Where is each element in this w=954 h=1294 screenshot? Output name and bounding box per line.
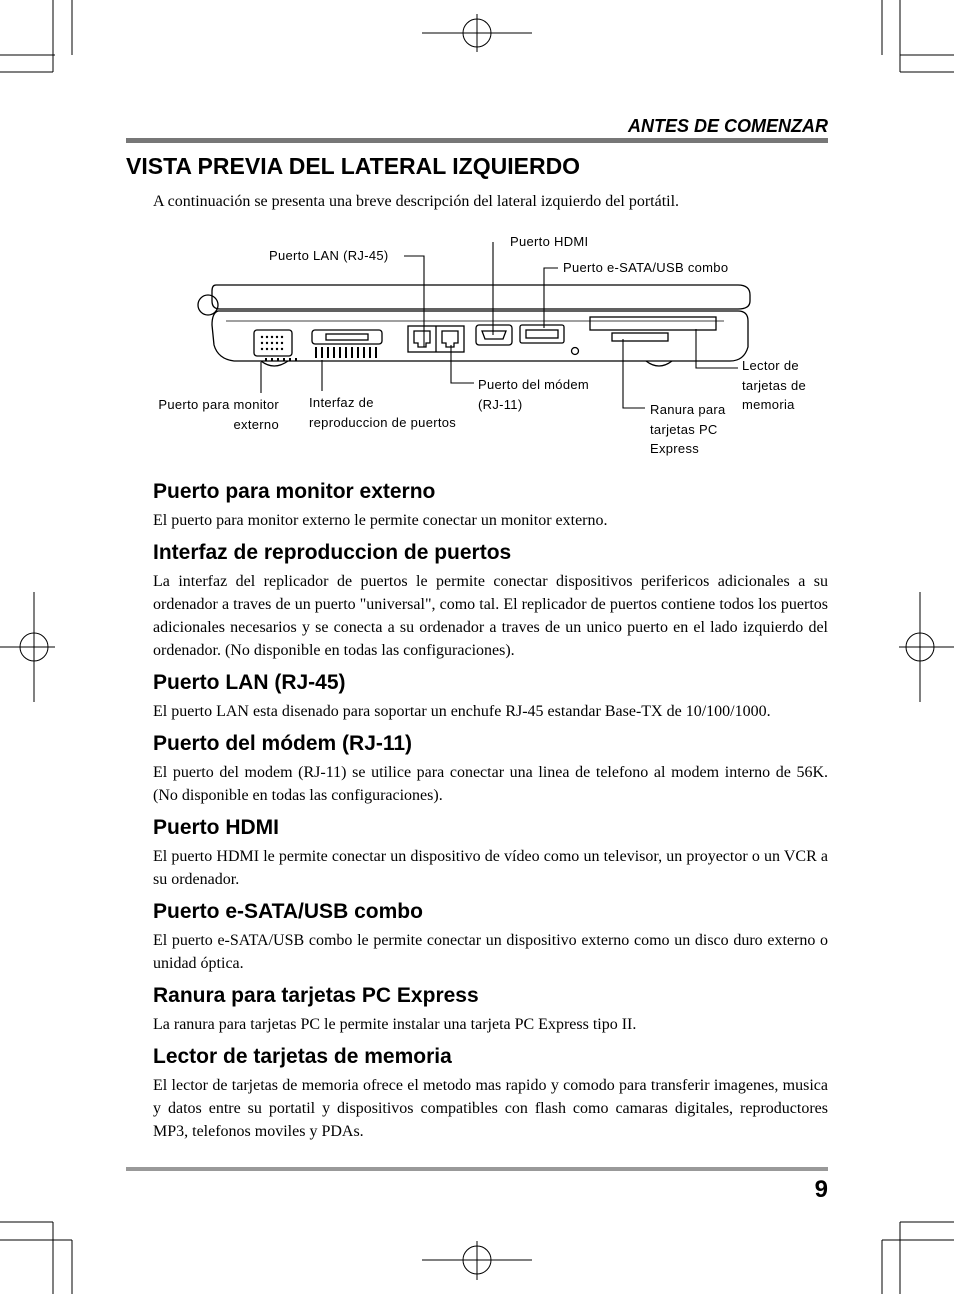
section-heading: Puerto para monitor externo [153, 480, 436, 503]
laptop-lid [212, 285, 750, 309]
bottom-divider [126, 1167, 828, 1171]
section-heading: Ranura para tarjetas PC Express [153, 984, 479, 1007]
section-heading: Puerto HDMI [153, 816, 279, 839]
label-card-reader: Lector de tarjetas de memoria [742, 358, 807, 412]
section-body: El puerto HDMI le permite conectar un dispositivo de vídeo como un televisor, un proyector o un VCR a su ordenador. [153, 848, 828, 888]
section-heading: Lector de tarjetas de memoria [153, 1045, 452, 1068]
section-body: El puerto LAN esta disenado para soportar un enchufe RJ-45 estandar Base-TX de 10/100/1000. [153, 703, 771, 720]
esata-port-graphic [520, 325, 564, 343]
intro-text: A continuación se presenta una breve descripción del lateral izquierdo del portátil. [153, 193, 680, 210]
expresscard-slot-graphic [612, 333, 668, 341]
section-body: La interfaz del replicador de puertos le permite conectar dispositivos perifericos adicionales a su ordenador a traves de un puerto "universal", como tal. El replicador de puertos contiene todos los puertos adicionales necesarios y se conecta a su ordenador a traves de un unico puerto en el lado izquierdo del ordenador. (No disponible en todas las configuraciones). [153, 573, 828, 659]
card-reader-graphic [590, 317, 716, 330]
label-lan: Puerto LAN (RJ-45) [269, 248, 389, 263]
running-header: ANTES DE COMENZAR [627, 116, 828, 136]
section-heading: Puerto del módem (RJ-11) [153, 732, 413, 755]
section-hdmi [153, 814, 828, 891]
section-modem [153, 730, 828, 807]
section-body: El puerto para monitor externo le permite conectar un monitor externo. [153, 512, 608, 529]
section-body: El puerto e-SATA/USB combo le permite conectar un dispositivo externo como un disco duro externo o unidad óptica. [153, 932, 828, 972]
page-title: VISTA PREVIA DEL LATERAL IZQUIERDO [126, 153, 581, 179]
section-lan [153, 669, 828, 723]
section-heading: Puerto LAN (RJ-45) [153, 671, 346, 694]
hdmi-port-graphic [476, 325, 512, 345]
lan-modem-graphic [408, 326, 464, 352]
label-expresscard: Ranura para tarjetas PC Express [650, 402, 726, 456]
section-esata [153, 898, 828, 975]
indicator-led [572, 348, 579, 355]
section-body: El lector de tarjetas de memoria ofrece el metodo mas rapido y comodo para transferir imagenes, musica y datos entre su portatil y dispositivos compatibles con flash como camaras digitales, reproductores MP3, telefonos moviles y PDAs. [153, 1077, 828, 1140]
section-body: La ranura para tarjetas PC le permite instalar una tarjeta PC Express tipo II. [153, 1016, 637, 1033]
page-number: 9 [814, 1176, 828, 1203]
section-heading: Puerto e-SATA/USB combo [153, 900, 423, 923]
section-expresscard [153, 982, 828, 1036]
hinge-knob [198, 295, 218, 315]
label-port-replicator: Interfaz de reproduccion de puertos [309, 395, 457, 430]
label-modem: Puerto del módem (RJ-11) [478, 377, 590, 412]
section-port-replicator [153, 539, 828, 662]
section-monitor [153, 478, 828, 532]
section-body: El puerto del modem (RJ-11) se utilice para conectar una linea de telefono al modem interno de 56K. (No disponible en todas las configuraciones). [153, 764, 828, 804]
label-hdmi: Puerto HDMI [510, 234, 589, 249]
sections-container [153, 478, 828, 1150]
section-heading: Interfaz de reproduccion de puertos [153, 541, 512, 564]
label-esata: Puerto e-SATA/USB combo [563, 260, 729, 275]
label-monitor: Puerto para monitor externo [158, 397, 279, 432]
top-divider [126, 138, 828, 143]
section-card-reader [153, 1043, 828, 1143]
vga-port-graphic [254, 330, 292, 356]
